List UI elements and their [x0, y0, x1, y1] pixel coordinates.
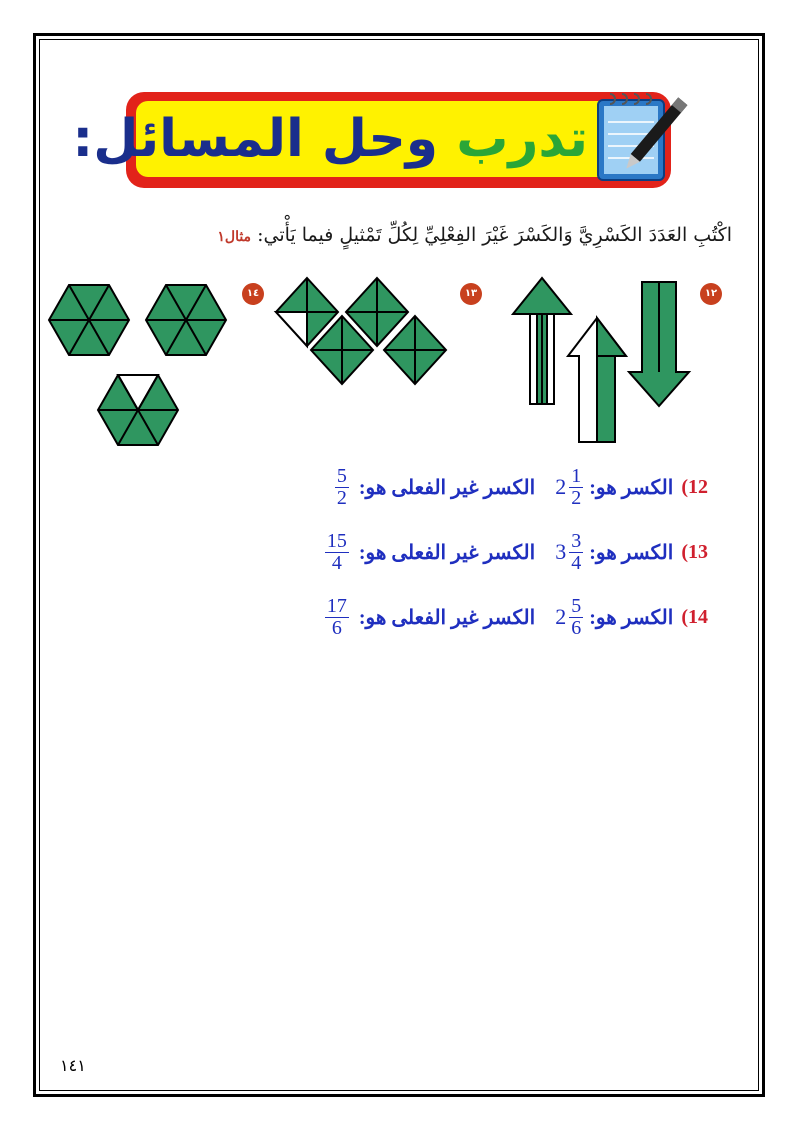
mixed-number [555, 596, 583, 639]
arrow-up-partial [568, 318, 626, 442]
badge-14: ١٤ [242, 283, 264, 305]
mixed-whole: 2 [555, 474, 567, 499]
hexagons-figure [40, 272, 270, 462]
arrow-up-full [513, 278, 571, 404]
improper-numerator: 17 [326, 594, 347, 617]
improper-numerator: 5 [336, 464, 347, 487]
answer-row-14 [325, 592, 708, 642]
badge-12: ١٢ [700, 283, 722, 305]
improper-fraction [325, 596, 349, 639]
fraction-label: الكسر هو: [589, 541, 674, 564]
page-number: ١٤١ [60, 1056, 86, 1075]
improper-numerator: 15 [326, 529, 347, 552]
hexagon-full-1 [49, 285, 129, 355]
title-banner [72, 92, 666, 188]
mixed-numerator: 3 [571, 529, 582, 552]
improper-denominator: 6 [331, 616, 342, 639]
mixed-fraction [569, 531, 583, 574]
title-words-solve: وحل المسائل: [72, 109, 439, 169]
improper-denominator: 4 [331, 551, 342, 574]
mixed-numerator: 5 [571, 594, 582, 617]
arrows-figure [506, 272, 696, 444]
page-title [72, 104, 588, 174]
instruction [217, 224, 732, 246]
mixed-numerator: 1 [571, 464, 582, 487]
mixed-fraction [569, 466, 583, 509]
improper-fraction [325, 531, 349, 574]
fraction-label: الكسر هو: [589, 476, 674, 499]
figures-area [40, 272, 760, 462]
answer-row-12 [335, 462, 708, 512]
improper-fraction [335, 466, 349, 509]
improper-label: الكسر غير الفعلى هو: [358, 606, 536, 629]
answer-row-13 [325, 527, 708, 577]
fraction-label: الكسر هو: [589, 606, 674, 629]
arrow-down-full [629, 282, 689, 406]
mixed-fraction [569, 596, 583, 639]
improper-label: الكسر غير الفعلى هو: [358, 541, 536, 564]
example-tag: مثال١ [217, 229, 252, 245]
mixed-denominator: 2 [571, 486, 582, 509]
mixed-whole: 3 [555, 539, 567, 564]
hexagon-partial [98, 375, 178, 445]
mixed-whole: 2 [555, 604, 567, 629]
instruction-text: اكْتُبِ العَدَدَ الكَسْرِيَّ وَالكَسْرَ غَيْرَ الفِعْلِيِّ لِكُلِّ تَمْثيلٍ فيما يَأْتي: [257, 224, 732, 246]
answer-number: 12) [681, 475, 708, 498]
mixed-denominator: 6 [571, 616, 582, 639]
badge-13: ١٣ [460, 283, 482, 305]
answer-number: 13) [681, 540, 708, 563]
title-word-practice: تدرب [456, 109, 588, 169]
diamonds-figure [272, 272, 452, 402]
improper-label: الكسر غير الفعلى هو: [358, 476, 536, 499]
improper-denominator: 2 [336, 486, 347, 509]
mixed-number [555, 531, 583, 574]
hexagon-full-2 [146, 285, 226, 355]
mixed-denominator: 4 [571, 551, 582, 574]
notepad-pen-icon [592, 86, 688, 190]
answer-number: 14) [681, 605, 708, 628]
mixed-number [555, 466, 583, 509]
